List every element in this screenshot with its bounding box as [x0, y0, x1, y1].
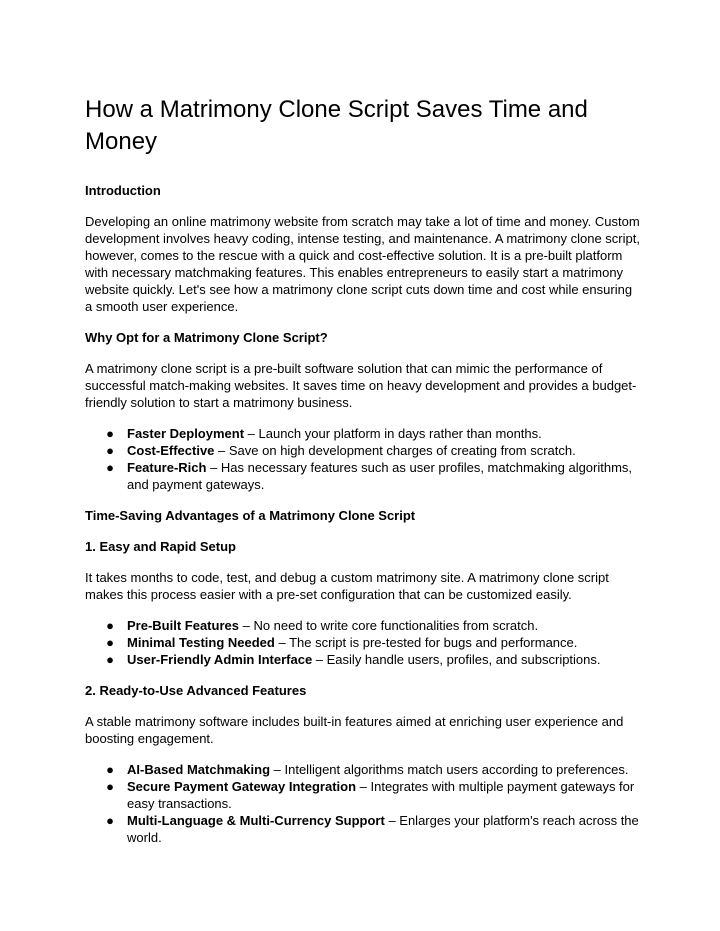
list-item: [85, 442, 640, 459]
bullet-icon: ●: [106, 426, 114, 441]
bullet-list-easy-setup: [85, 617, 640, 668]
section-heading-time-saving: Time-Saving Advantages of a Matrimony Clone Script: [85, 508, 416, 523]
list-item: [85, 425, 640, 442]
bullet-icon: ●: [106, 813, 114, 828]
bullet-list-why-opt: [85, 425, 640, 493]
list-item-term: Minimal Testing Needed: [127, 635, 275, 650]
list-item-text: – The script is pre-tested for bugs and performance.: [274, 635, 578, 650]
bullet-icon: ●: [106, 635, 114, 650]
bullet-icon: ●: [106, 618, 114, 633]
list-item-text: – Intelligent algorithms match users according to preferences.: [270, 762, 629, 777]
bullet-icon: ●: [106, 443, 114, 458]
section-heading-easy-setup: 1. Easy and Rapid Setup: [85, 539, 236, 554]
list-item-text: – Easily handle users, profiles, and subscriptions.: [312, 652, 601, 667]
list-item-term: Pre-Built Features: [127, 618, 239, 633]
list-item: [85, 617, 640, 634]
list-item-text: – No need to write core functionalities from scratch.: [238, 618, 539, 633]
section-heading-advanced-features: 2. Ready-to-Use Advanced Features: [85, 683, 307, 698]
list-item: [85, 778, 640, 812]
bullet-icon: ●: [106, 779, 114, 794]
section-paragraph-introduction: Developing an online matrimony website from scratch may take a lot of time and money. Custom development involves heavy coding, intense testing, and maintenance. A matrimony clone script, however, comes to the rescue with a quick and cost-effective solution. It is a pre-built platform with necessary matchmaking features. This enables entrepreneurs to easily start a matrimony website quickly. Let's see how a matrimony clone script cuts down time and cost while ensuring a smooth user experience.: [85, 214, 640, 314]
list-item-text: – Save on high development charges of creating from scratch.: [214, 443, 576, 458]
list-item-term: User-Friendly Admin Interface: [127, 652, 313, 667]
list-item-term: Secure Payment Gateway Integration: [127, 779, 357, 794]
list-item-term: Multi-Language & Multi-Currency Support: [127, 813, 385, 828]
bullet-icon: ●: [106, 652, 114, 667]
section-heading-introduction: Introduction: [85, 183, 161, 198]
section-heading-why-opt: Why Opt for a Matrimony Clone Script?: [85, 330, 328, 345]
list-item: [85, 812, 640, 846]
list-item-text: – Enlarges your platform's reach across the world.: [127, 813, 639, 845]
list-item-term: Faster Deployment: [127, 426, 245, 441]
section-paragraph-advanced-features: A stable matrimony software includes built-in features aimed at enriching user experience and boosting engagement.: [85, 714, 624, 746]
list-item-text: – Integrates with multiple payment gateways for easy transactions.: [127, 779, 635, 811]
list-item: [85, 459, 640, 493]
list-item-term: Cost-Effective: [127, 443, 215, 458]
list-item-text: – Launch your platform in days rather than months.: [244, 426, 542, 441]
document-title: How a Matrimony Clone Script Saves Time and Money: [85, 96, 588, 155]
list-item: [85, 634, 640, 651]
section-paragraph-easy-setup: It takes months to code, test, and debug a custom matrimony site. A matrimony clone script makes this process easier with a pre-set configuration that can be customized easily.: [85, 570, 609, 602]
bullet-icon: ●: [106, 762, 114, 777]
bullet-list-advanced-features: [85, 761, 640, 846]
bullet-icon: ●: [106, 460, 114, 475]
list-item: [85, 651, 640, 668]
list-item-text: – Has necessary features such as user profiles, matchmaking algorithms, and payment gateways.: [127, 460, 633, 492]
list-item: [85, 761, 640, 778]
section-paragraph-why-opt: A matrimony clone script is a pre-built software solution that can mimic the performance of successful match-making websites. It saves time on heavy development and provides a budget-friendly solution to start a matrimony business.: [85, 361, 637, 410]
list-item-term: Feature-Rich: [127, 460, 207, 475]
list-item-term: AI-Based Matchmaking: [127, 762, 271, 777]
